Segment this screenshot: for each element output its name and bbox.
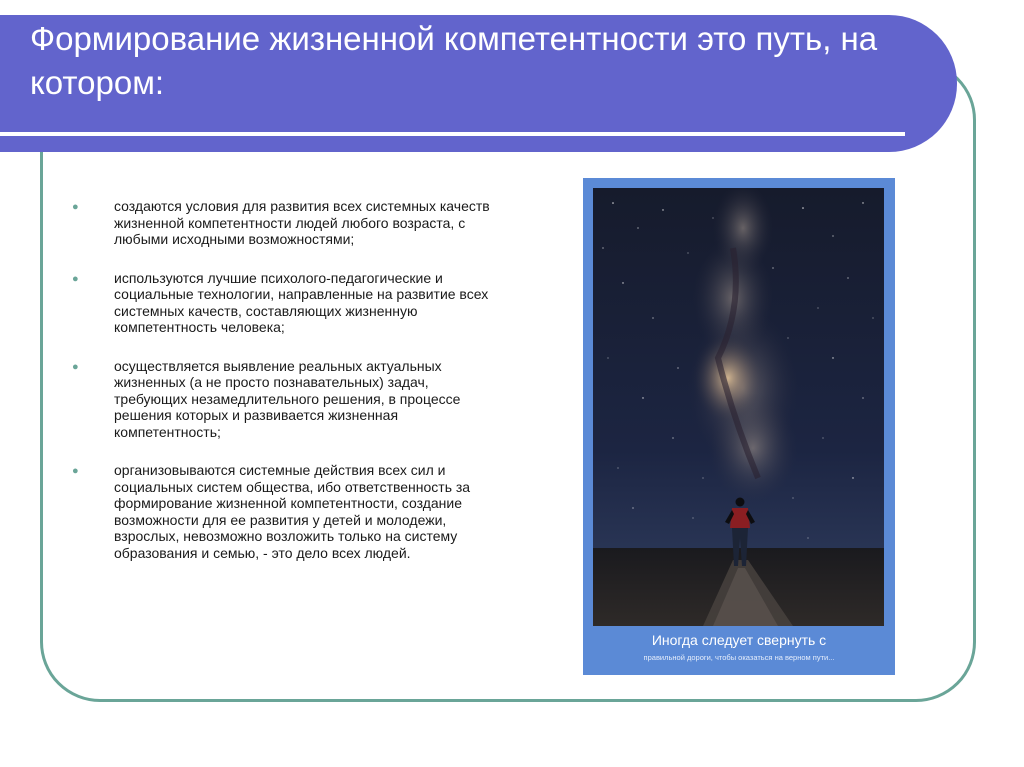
bullet-item [72, 270, 502, 336]
night-sky-image [593, 188, 884, 626]
night-sky-illustration [593, 188, 884, 626]
bullet-text: осуществляется выявление реальных актуальных жизненных (а не просто познавательных) задач, требующих незамедлительного решения, в процессе решения которых и развивается жизненная компетентность; [114, 357, 461, 440]
bullet-text: создаются условия для развития всех системных качеств жизненной компетентности людей любого возраста, с любыми исходными возможностями; [114, 198, 490, 247]
bullet-text: организовываются системные действия всех сил и социальных систем общества, ибо ответственность за формирование жизненной компетентности, создание возможности для ее развития у детей и молодежи, взрослых, невозможно возложить только на систему образования и семью, - это дело всех людей. [114, 462, 471, 561]
bullet-dot-icon: ● [72, 201, 79, 213]
bullet-dot-icon: ● [72, 360, 79, 373]
bullet-item [72, 462, 502, 561]
bullet-item [72, 358, 502, 441]
poster-caption-main: Иногда следует свернуть с [651, 632, 827, 648]
milky-way-poster [583, 178, 895, 675]
poster-caption-sub: правильной дороги, чтобы оказаться на верном пути... [643, 653, 835, 662]
title-underline [0, 132, 905, 136]
title-band [0, 15, 957, 152]
bullet-dot-icon: ● [72, 272, 79, 285]
bullet-list [72, 198, 502, 583]
bullet-dot-icon: ● [72, 465, 79, 477]
bullet-text: используются лучшие психолого-педагогические и социальные технологии, направленные на развитие всех системных качеств, составляющих жизненную компетентность человека; [114, 269, 489, 335]
slide-title: Формирование жизненной компетентности это путь, на котором: [30, 20, 878, 101]
bullet-item [72, 198, 502, 248]
